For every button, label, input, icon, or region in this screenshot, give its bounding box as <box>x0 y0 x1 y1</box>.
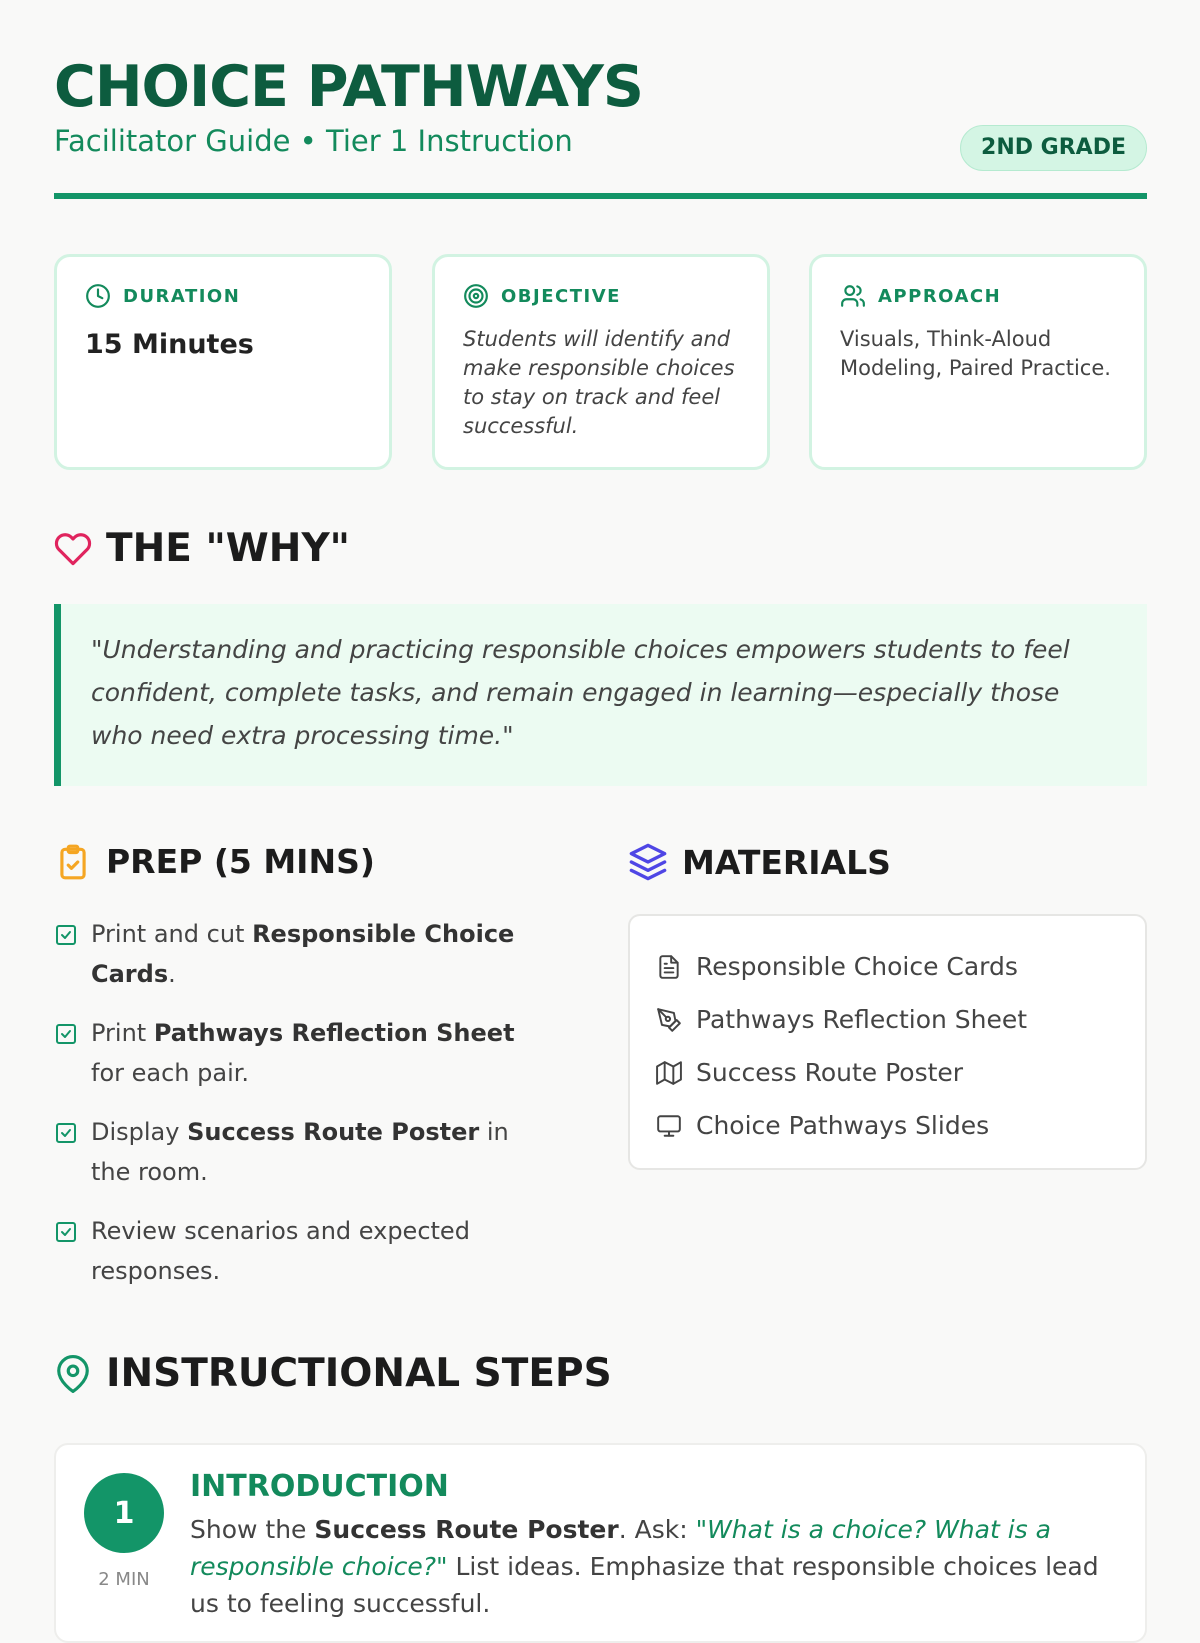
prep-item-text-end: in the room. <box>91 1118 509 1186</box>
grade-badge: 2ND GRADE <box>960 125 1147 171</box>
objective-card-header <box>463 283 739 309</box>
material-label: Choice Pathways Slides <box>696 1111 990 1140</box>
prep-item <box>54 1013 544 1093</box>
facilitator-guide-page <box>54 0 1147 1618</box>
material-item <box>656 993 1119 1046</box>
checkbox-checked-icon <box>54 1022 78 1046</box>
heart-icon <box>54 530 92 568</box>
why-heading-text: THE "WHY" <box>106 526 350 571</box>
prep-item-bold: Pathways Reflection Sheet <box>153 1019 515 1047</box>
prep-item-text: Print and cut <box>91 920 253 948</box>
prep-item-text: Display <box>91 1118 188 1146</box>
material-item <box>656 1046 1119 1099</box>
document-icon <box>656 954 682 980</box>
prep-item <box>54 1112 544 1192</box>
clock-icon <box>85 283 111 309</box>
prep-item-text-end: for each pair. <box>91 1059 250 1087</box>
prep-item <box>54 1211 544 1291</box>
monitor-icon <box>656 1113 682 1139</box>
prep-item <box>54 914 544 994</box>
materials-heading <box>628 842 891 882</box>
steps-heading-text: INSTRUCTIONAL STEPS <box>106 1351 612 1396</box>
why-heading <box>54 526 350 571</box>
checkbox-checked-icon <box>54 1220 78 1244</box>
users-icon <box>840 283 866 309</box>
objective-card <box>432 254 770 470</box>
materials-heading-text: MATERIALS <box>682 842 891 882</box>
step-card <box>54 1443 1147 1643</box>
prep-heading-text: PREP (5 MINS) <box>106 842 375 881</box>
clipboard-check-icon <box>54 843 92 881</box>
step-text: . Ask: <box>618 1515 696 1544</box>
approach-card-header <box>840 283 1116 309</box>
duration-label: DURATION <box>123 285 241 307</box>
step-number: 1 <box>84 1473 164 1553</box>
objective-label: OBJECTIVE <box>501 285 621 307</box>
layers-icon <box>628 842 668 882</box>
step-text: List ideas. Emphasize that responsible choices lead us to feeling successful. <box>190 1552 1099 1618</box>
pen-tool-icon <box>656 1007 682 1033</box>
prep-heading <box>54 842 375 881</box>
materials-list <box>628 914 1147 1170</box>
step-text: Show the <box>190 1515 315 1544</box>
steps-heading <box>54 1351 612 1396</box>
prep-item-text: Print <box>91 1019 154 1047</box>
approach-card <box>809 254 1147 470</box>
page-title: CHOICE PATHWAYS <box>54 54 643 120</box>
material-label: Success Route Poster <box>696 1058 964 1087</box>
objective-text: Students will identify and make responsible choices to stay on track and feel successful. <box>463 327 735 438</box>
prep-item-text: Review scenarios and expected responses. <box>91 1217 470 1285</box>
duration-card-header <box>85 283 361 309</box>
approach-text: Visuals, Think-Aloud Modeling, Paired Practice. <box>840 327 1111 380</box>
duration-card <box>54 254 392 470</box>
prep-item-bold: Success Route Poster <box>187 1118 480 1146</box>
map-icon <box>656 1060 682 1086</box>
prep-item-bold: Responsible Choice Cards <box>91 920 515 988</box>
duration-value: 15 Minutes <box>85 329 254 360</box>
prep-item-text-end: . <box>168 960 176 988</box>
material-label: Responsible Choice Cards <box>696 952 1018 981</box>
step-bold: Success Route Poster <box>314 1515 619 1544</box>
target-icon <box>463 283 489 309</box>
page-subtitle: Facilitator Guide • Tier 1 Instruction <box>54 124 573 158</box>
material-item <box>656 1099 1119 1152</box>
step-title: INTRODUCTION <box>190 1469 449 1504</box>
prep-list <box>54 914 544 1310</box>
approach-label: APPROACH <box>878 285 1002 307</box>
checkbox-checked-icon <box>54 923 78 947</box>
step-question: "What is a choice? What is a responsible choice?" <box>190 1515 1051 1581</box>
checkbox-checked-icon <box>54 1121 78 1145</box>
step-duration: 2 MIN <box>98 1569 150 1590</box>
map-pin-icon <box>54 1355 92 1393</box>
why-quote: "Understanding and practicing responsible choices empowers students to feel confident, complete tasks, and remain engaged in learning—especially those who need extra processing time." <box>54 604 1147 786</box>
header-divider <box>54 193 1147 199</box>
material-label: Pathways Reflection Sheet <box>696 1005 1028 1034</box>
step-description <box>190 1511 1110 1622</box>
material-item <box>656 940 1119 993</box>
